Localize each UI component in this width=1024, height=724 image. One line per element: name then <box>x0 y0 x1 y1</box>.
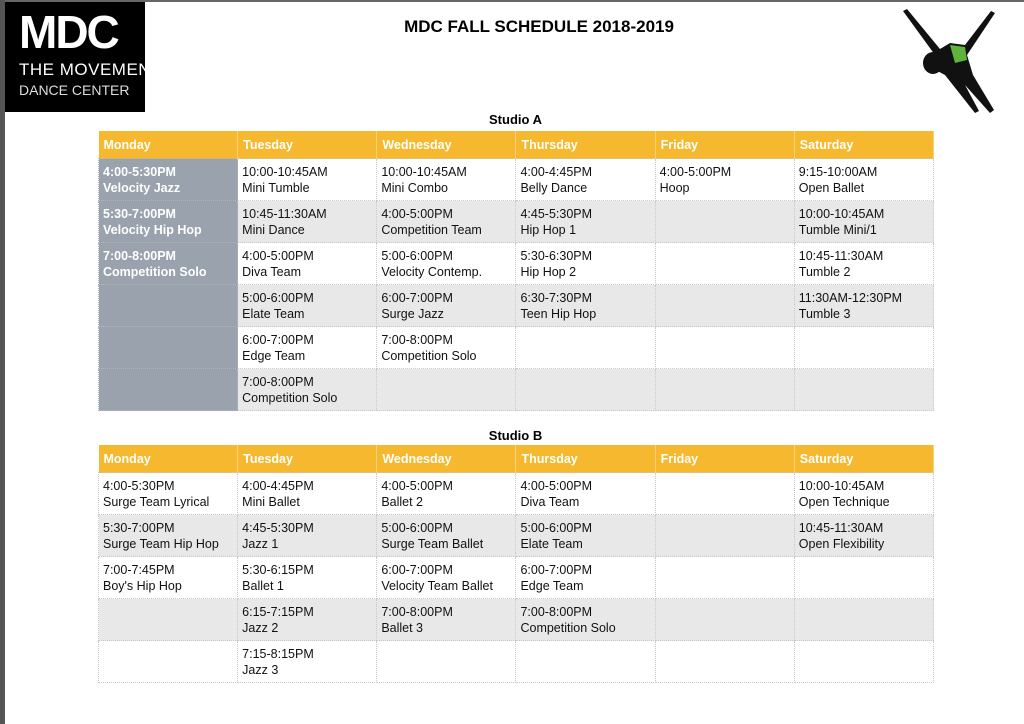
empty-cell <box>655 599 794 641</box>
table-row <box>99 285 934 327</box>
class-name: Elate Team <box>520 536 583 551</box>
class-cell <box>377 327 516 369</box>
empty-cell <box>655 369 794 411</box>
table-row <box>99 243 934 285</box>
empty-cell <box>655 641 794 683</box>
day-header: Tuesday <box>238 131 377 159</box>
class-time: 10:45-11:30AM <box>798 520 884 535</box>
class-name: Ballet 3 <box>381 620 424 635</box>
class-name: Surge Jazz <box>381 306 444 321</box>
empty-cell <box>794 369 933 411</box>
header-row <box>99 445 934 473</box>
class-cell <box>516 243 655 285</box>
class-name: Diva Team <box>242 264 301 279</box>
class-name: Velocity Contemp. <box>381 264 483 279</box>
class-cell <box>516 515 655 557</box>
class-time: 5:30-6:30PM <box>520 248 593 263</box>
class-cell <box>516 285 655 327</box>
class-time: 4:45-5:30PM <box>242 520 314 535</box>
class-time: 5:00-6:00PM <box>520 520 593 535</box>
empty-cell <box>655 243 794 285</box>
empty-cell <box>655 473 794 515</box>
day-header: Friday <box>655 131 794 159</box>
class-cell <box>99 557 238 599</box>
class-time: 7:00-8:00PM <box>103 248 176 263</box>
logo-mark: MDC <box>19 6 118 58</box>
class-time: 7:00-7:45PM <box>103 562 175 577</box>
class-time: 11:30AM-12:30PM <box>798 290 903 305</box>
class-cell <box>238 515 377 557</box>
class-name: Surge Team Hip Hop <box>103 536 219 551</box>
class-cell <box>794 515 933 557</box>
empty-cell <box>655 557 794 599</box>
class-name: Hip Hop 2 <box>520 264 577 279</box>
page-edge <box>0 0 1024 2</box>
class-name: Surge Team Lyrical <box>103 494 210 509</box>
class-time: 4:00-5:00PM <box>659 164 732 179</box>
class-cell <box>238 285 377 327</box>
day-header: Monday <box>99 445 238 473</box>
class-name: Competition Solo <box>242 390 338 405</box>
class-cell <box>99 201 238 243</box>
class-time: 5:30-7:00PM <box>103 520 175 535</box>
empty-cell <box>655 515 794 557</box>
class-name: Edge Team <box>520 578 584 593</box>
class-name: Mini Tumble <box>242 180 310 195</box>
table-row <box>99 641 934 683</box>
class-cell <box>238 201 377 243</box>
class-time: 7:00-8:00PM <box>242 374 314 389</box>
class-cell <box>377 159 516 201</box>
class-cell <box>794 243 933 285</box>
class-cell <box>516 159 655 201</box>
class-time: 10:45-11:30AM <box>242 206 327 221</box>
day-header: Saturday <box>794 131 933 159</box>
empty-cell <box>516 641 655 683</box>
class-name: Hoop <box>659 180 690 195</box>
class-time: 4:00-4:45PM <box>242 478 314 493</box>
class-cell <box>99 473 238 515</box>
class-name: Teen Hip Hop <box>520 306 597 321</box>
class-time: 4:00-5:00PM <box>381 206 453 221</box>
class-cell <box>238 327 377 369</box>
class-time: 7:15-8:15PM <box>242 646 314 661</box>
class-cell <box>377 515 516 557</box>
class-time: 6:00-7:00PM <box>520 562 593 577</box>
class-cell <box>238 557 377 599</box>
class-name: Jazz 1 <box>242 536 279 551</box>
class-cell <box>238 599 377 641</box>
class-name: Edge Team <box>242 348 306 363</box>
class-name: Mini Ballet <box>242 494 300 509</box>
class-cell <box>99 243 238 285</box>
class-time: 6:00-7:00PM <box>242 332 314 347</box>
class-cell <box>377 285 516 327</box>
dancer-silhouette-icon <box>895 5 1005 117</box>
empty-cell <box>377 641 516 683</box>
empty-cell <box>516 327 655 369</box>
class-cell <box>794 473 933 515</box>
table-row <box>99 599 934 641</box>
class-cell <box>99 159 238 201</box>
class-cell <box>794 285 933 327</box>
logo-line2: DANCE CENTER <box>19 82 130 98</box>
class-time: 4:00-5:00PM <box>242 248 314 263</box>
class-name: Open Technique <box>798 494 890 509</box>
table-row <box>99 515 934 557</box>
empty-cell <box>794 327 933 369</box>
class-time: 4:00-5:30PM <box>103 478 175 493</box>
class-name: Mini Combo <box>381 180 448 195</box>
class-name: Competition Solo <box>520 620 616 635</box>
class-name: Hip Hop 1 <box>520 222 577 237</box>
class-time: 10:00-10:45AM <box>798 478 885 493</box>
class-name: Tumble 2 <box>798 264 851 279</box>
class-name: Belly Dance <box>520 180 588 195</box>
studio-a-title: Studio A <box>489 112 542 127</box>
class-name: Jazz 2 <box>242 620 279 635</box>
header-row <box>99 131 934 159</box>
class-cell <box>516 473 655 515</box>
class-cell <box>238 243 377 285</box>
class-cell <box>794 201 933 243</box>
class-time: 7:00-8:00PM <box>520 604 593 619</box>
class-cell <box>238 159 377 201</box>
class-time: 4:00-4:45PM <box>520 164 593 179</box>
table-row <box>99 369 934 411</box>
class-name: Ballet 2 <box>381 494 424 509</box>
class-name: Jazz 3 <box>242 662 279 677</box>
empty-cell <box>794 557 933 599</box>
empty-cell <box>99 599 238 641</box>
logo-line1: THE MOVEMENT <box>19 60 162 79</box>
class-name: Open Ballet <box>798 180 865 195</box>
empty-cell <box>99 641 238 683</box>
class-cell <box>655 159 794 201</box>
empty-cell <box>655 285 794 327</box>
empty-cell <box>99 285 238 327</box>
class-name: Diva Team <box>520 494 580 509</box>
class-name: Velocity Team Ballet <box>381 578 493 593</box>
class-cell <box>377 243 516 285</box>
studio-a-schedule <box>98 131 934 411</box>
class-time: 4:00-5:30PM <box>103 164 176 179</box>
class-name: Velocity Jazz <box>103 180 181 195</box>
class-name: Elate Team <box>242 306 305 321</box>
class-name: Surge Team Ballet <box>381 536 484 551</box>
class-cell <box>238 641 377 683</box>
empty-cell <box>794 599 933 641</box>
class-time: 10:00-10:45AM <box>798 206 885 221</box>
page-title: MDC FALL SCHEDULE 2018-2019 <box>404 17 674 36</box>
class-time: 4:00-5:00PM <box>520 478 593 493</box>
empty-cell <box>377 369 516 411</box>
class-name: Open Flexibility <box>798 536 885 551</box>
class-time: 10:00-10:45AM <box>242 164 328 179</box>
empty-cell <box>99 327 238 369</box>
class-time: 4:45-5:30PM <box>520 206 593 221</box>
day-header: Tuesday <box>238 445 377 473</box>
day-header: Thursday <box>516 445 655 473</box>
class-cell <box>516 557 655 599</box>
class-cell <box>99 515 238 557</box>
class-time: 5:00-6:00PM <box>242 290 314 305</box>
class-time: 7:00-8:00PM <box>381 604 453 619</box>
class-time: 6:00-7:00PM <box>381 562 453 577</box>
day-header: Friday <box>655 445 794 473</box>
class-time: 5:00-6:00PM <box>381 520 453 535</box>
class-time: 9:15-10:00AM <box>798 164 878 179</box>
empty-cell <box>655 327 794 369</box>
class-time: 5:00-6:00PM <box>381 248 453 263</box>
empty-cell <box>794 641 933 683</box>
empty-cell <box>99 369 238 411</box>
table-row <box>99 557 934 599</box>
class-name: Velocity Hip Hop <box>103 222 202 237</box>
studio-b-schedule <box>98 445 934 683</box>
class-cell <box>377 599 516 641</box>
class-cell <box>516 201 655 243</box>
table-row <box>99 327 934 369</box>
day-header: Wednesday <box>377 131 516 159</box>
class-name: Boy's Hip Hop <box>103 578 182 593</box>
day-header: Wednesday <box>377 445 516 473</box>
table-row <box>99 473 934 515</box>
table-row <box>99 159 934 201</box>
class-name: Tumble 3 <box>798 306 851 321</box>
class-time: 7:00-8:00PM <box>381 332 453 347</box>
class-time: 5:30-6:15PM <box>242 562 314 577</box>
class-time: 10:45-11:30AM <box>798 248 884 263</box>
day-header: Monday <box>99 131 238 159</box>
class-cell <box>516 599 655 641</box>
table-row <box>99 201 934 243</box>
class-cell <box>377 473 516 515</box>
class-cell <box>377 557 516 599</box>
class-name: Competition Solo <box>103 264 207 279</box>
class-cell <box>794 159 933 201</box>
class-cell <box>377 201 516 243</box>
class-time: 10:00-10:45AM <box>381 164 467 179</box>
class-name: Competition Solo <box>381 348 477 363</box>
class-time: 6:30-7:30PM <box>520 290 593 305</box>
empty-cell <box>655 201 794 243</box>
class-name: Ballet 1 <box>242 578 284 593</box>
class-time: 6:00-7:00PM <box>381 290 453 305</box>
empty-cell <box>516 369 655 411</box>
class-name: Mini Dance <box>242 222 305 237</box>
studio-b-title: Studio B <box>488 428 543 443</box>
class-time: 5:30-7:00PM <box>103 206 176 221</box>
class-time: 6:15-7:15PM <box>242 604 314 619</box>
day-header: Thursday <box>516 131 655 159</box>
class-cell <box>238 473 377 515</box>
class-cell <box>238 369 377 411</box>
class-name: Competition Team <box>381 222 482 237</box>
class-time: 4:00-5:00PM <box>381 478 453 493</box>
class-name: Tumble Mini/1 <box>798 222 877 237</box>
day-header: Saturday <box>794 445 933 473</box>
